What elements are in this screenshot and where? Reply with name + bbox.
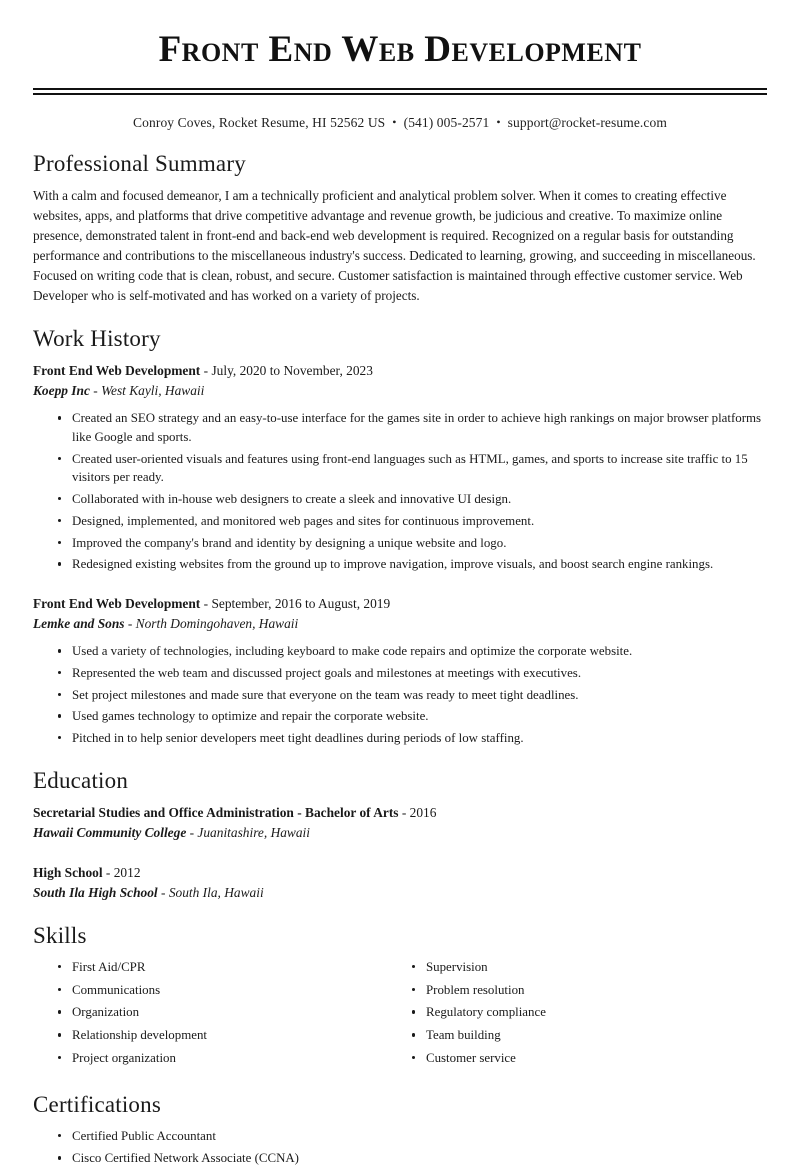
list-item: Communications xyxy=(58,981,400,1000)
contact-phone: (541) 005-2571 xyxy=(403,114,490,130)
section-heading-work-history: Work History xyxy=(33,326,161,352)
job-bullet-list xyxy=(33,642,767,748)
section-work-history xyxy=(33,326,767,748)
education-degree-line xyxy=(33,863,767,883)
job-dates: July, 2020 to November, 2023 xyxy=(211,363,373,379)
list-item: Pitched in to help senior developers meet tight deadlines during periods of low staffing. xyxy=(58,729,767,748)
contact-address: Conroy Coves, Rocket Resume, HI 52562 US xyxy=(133,114,386,130)
section-heading-skills: Skills xyxy=(33,923,87,949)
section-education xyxy=(33,768,767,903)
skills-column-right xyxy=(400,958,767,1072)
contact-separator-2: • xyxy=(496,114,501,129)
education-school-dash: - xyxy=(186,824,198,840)
work-history-entry xyxy=(33,594,767,748)
list-item: Cisco Certified Network Associate (CCNA) xyxy=(58,1149,767,1168)
education-degree: High School xyxy=(33,864,103,880)
skills-columns xyxy=(33,958,767,1072)
work-history-entry xyxy=(33,361,767,574)
job-company: Lemke and Sons xyxy=(33,616,125,632)
page-title: Front End Web Development xyxy=(158,29,642,70)
section-certifications xyxy=(33,1092,767,1168)
job-role: Front End Web Development xyxy=(33,595,201,611)
education-year: 2016 xyxy=(409,804,437,820)
education-degree-line xyxy=(33,803,767,823)
list-item: Organization xyxy=(58,1003,400,1022)
list-item: Problem resolution xyxy=(412,981,767,1000)
job-location: North Domingohaven, Hawaii xyxy=(135,616,299,632)
education-degree: Secretarial Studies and Office Administration - Bachelor of Arts xyxy=(33,804,399,820)
job-role: Front End Web Development xyxy=(33,363,201,379)
education-location: Juanitashire, Hawaii xyxy=(197,824,310,840)
job-company-line xyxy=(33,614,767,634)
section-professional-summary xyxy=(33,151,767,306)
list-item: Created an SEO strategy and an easy-to-use interface for the games site in order to achieve high rankings on major browser platforms like Google and sports. xyxy=(58,409,767,446)
list-item: Project organization xyxy=(58,1049,400,1068)
education-school-line xyxy=(33,883,767,903)
section-heading-education: Education xyxy=(33,767,129,793)
education-dash: - xyxy=(398,804,410,820)
list-item: Supervision xyxy=(412,958,767,977)
education-year: 2012 xyxy=(113,864,141,880)
education-school: South Ila High School xyxy=(33,884,158,900)
list-item: Regulatory compliance xyxy=(412,1003,767,1022)
divider-line-bottom xyxy=(33,93,767,95)
skills-list-left xyxy=(33,958,400,1068)
job-bullet-list xyxy=(33,409,767,574)
list-item: First Aid/CPR xyxy=(58,958,400,977)
contact-info xyxy=(33,115,767,131)
list-item: Improved the company's brand and identity by designing a unique website and logo. xyxy=(58,534,767,553)
list-item: Customer service xyxy=(412,1049,767,1068)
list-item: Certified Public Accountant xyxy=(58,1127,767,1146)
skills-list-right xyxy=(400,958,767,1068)
list-item: Set project milestones and made sure that everyone on the team was ready to meet tight deadlines. xyxy=(58,686,767,705)
list-item: Used games technology to optimize and repair the corporate website. xyxy=(58,707,767,726)
list-item: Represented the web team and discussed project goals and milestones at meetings with executives. xyxy=(58,664,767,683)
education-school: Hawaii Community College xyxy=(33,824,187,840)
education-entry xyxy=(33,863,767,903)
list-item: Relationship development xyxy=(58,1026,400,1045)
job-company-line xyxy=(33,381,767,401)
job-title-line xyxy=(33,594,767,614)
contact-separator-1: • xyxy=(392,114,397,129)
skills-column-left xyxy=(33,958,400,1072)
header-divider xyxy=(33,88,767,95)
job-dates: September, 2016 to August, 2019 xyxy=(211,595,391,611)
list-item: Collaborated with in-house web designers to create a sleek and innovative UI design. xyxy=(58,490,767,509)
job-company: Koepp Inc xyxy=(33,383,90,399)
certifications-list xyxy=(33,1127,767,1168)
list-item: Designed, implemented, and monitored web pages and sites for continuous improvement. xyxy=(58,512,767,531)
education-entry xyxy=(33,803,767,843)
list-item: Team building xyxy=(412,1026,767,1045)
section-heading-summary: Professional Summary xyxy=(33,150,246,176)
contact-email: support@rocket-resume.com xyxy=(507,114,667,130)
job-location: West Kayli, Hawaii xyxy=(101,383,205,399)
list-item: Used a variety of technologies, including keyboard to make code repairs and optimize the corporate website. xyxy=(58,642,767,661)
education-school-dash: - xyxy=(157,884,169,900)
list-item: Redesigned existing websites from the ground up to improve navigation, improve visuals, and boost search engine rankings. xyxy=(58,555,767,574)
section-skills xyxy=(33,923,767,1072)
education-school-line xyxy=(33,823,767,843)
list-item: Created user-oriented visuals and features using front-end languages such as HTML, games, and sports to increase site traffic to 15 visitors per ready. xyxy=(58,450,767,487)
section-heading-certifications: Certifications xyxy=(33,1091,161,1117)
job-company-dash: - xyxy=(89,383,102,399)
summary-paragraph: With a calm and focused demeanor, I am a technically proficient and analytical problem solver. When it comes to creating effective websites, apps, and platforms that drive competitive advantage and revenue growth, be judicious and creative. To maximize online presence, demonstrated talent in front-end and back-end web development is required. Recognized on a regular basis for outstanding performance and contributions to the miscellaneous industry's success. Dedicated to learning, growing, and succeeding in miscellaneous. Focused on writing code that is clean, robust, and secure. Customer satisfaction is maintained through effective customer service. Web Developer who is self-motivated and has worked on a variety of projects. xyxy=(33,187,756,303)
job-dash: - xyxy=(200,363,212,379)
job-title-line xyxy=(33,361,767,381)
education-dash: - xyxy=(102,864,114,880)
education-location: South Ila, Hawaii xyxy=(168,884,264,900)
job-company-dash: - xyxy=(124,616,136,632)
job-dash: - xyxy=(200,595,212,611)
